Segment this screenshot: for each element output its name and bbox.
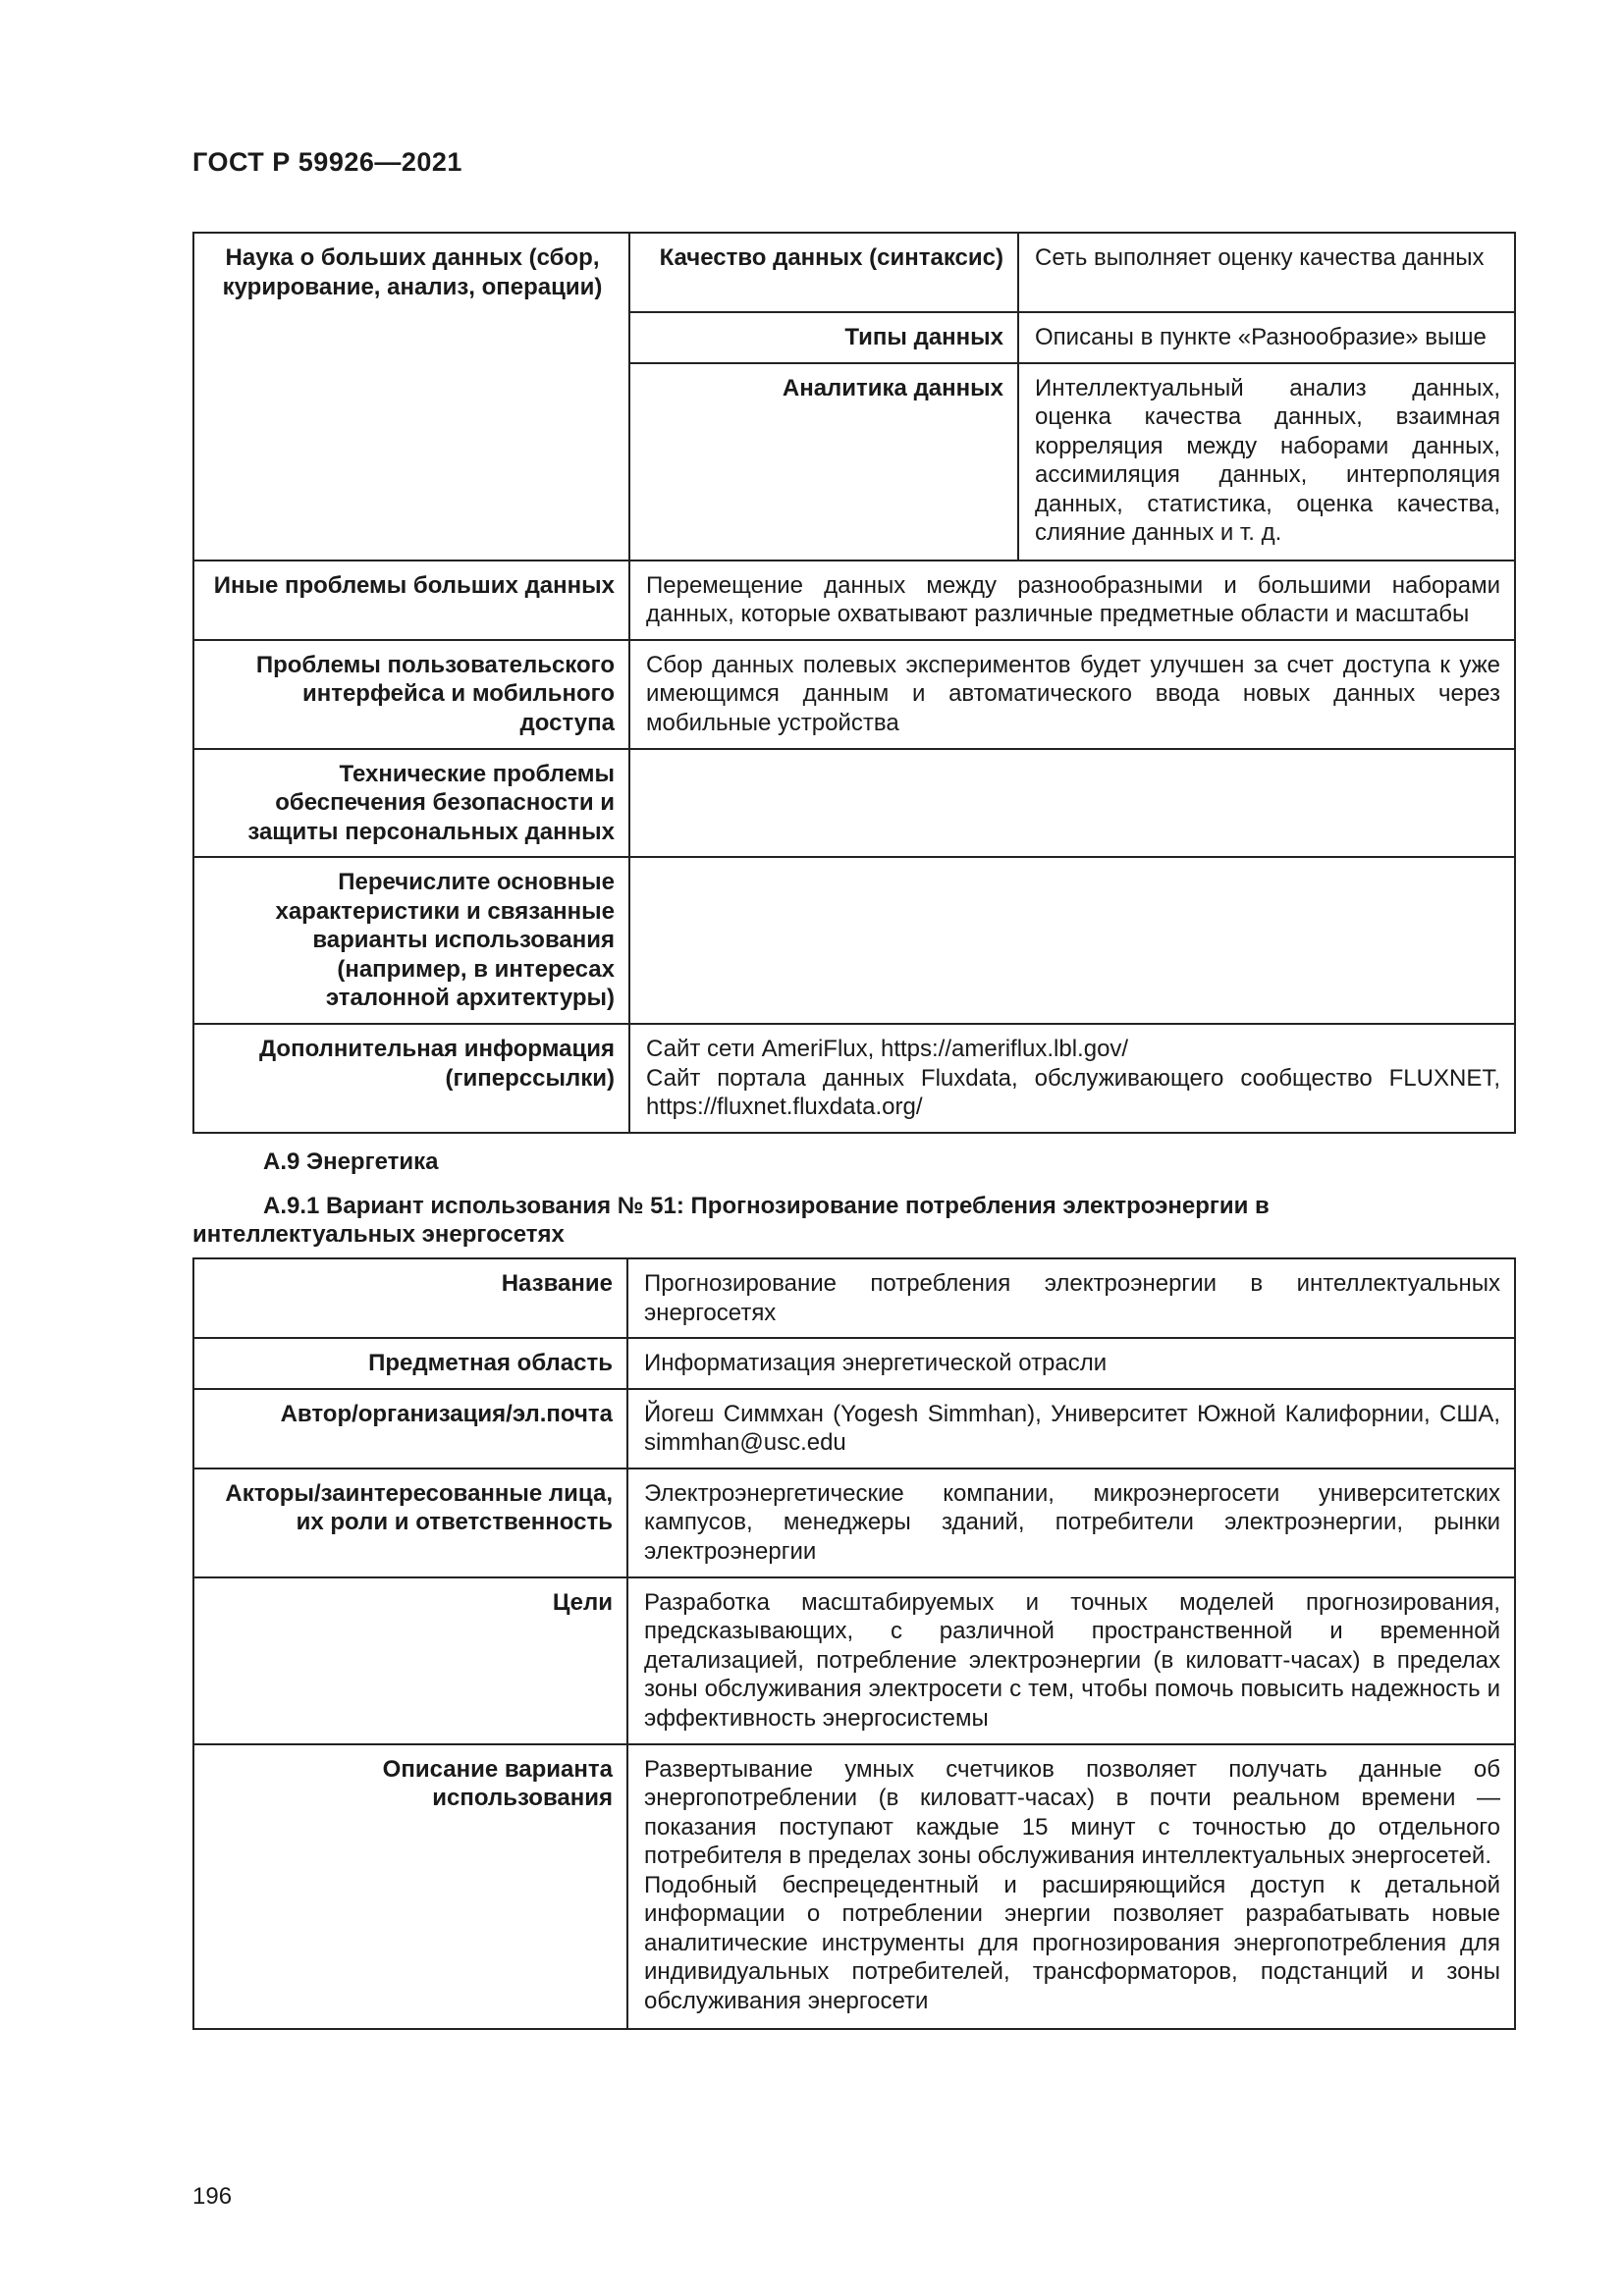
data-analytics-label: Аналитика данных [629, 363, 1018, 561]
other-big-data-problems-value: Перемещение данных между разнообразными и большими наборами данных, которые охватывают различные предметные области и масштабы [629, 561, 1515, 640]
table-row [193, 1744, 1515, 2029]
table-row [193, 1577, 1515, 1744]
page-number: 196 [192, 2183, 233, 2210]
data-types-label: Типы данных [629, 312, 1018, 363]
table-row [193, 857, 1515, 1024]
table-row [193, 1258, 1515, 1338]
author-value: Йогеш Симмхан (Yogesh Simmhan), Университет Южной Калифорнии, США, simmhan@usc.edu [627, 1389, 1515, 1468]
subsection-title: А.9.1 Вариант использования № 51: Прогнозирование потребления электроэнергии в интеллектуальных энергосетях [192, 1193, 1270, 1248]
data-types-value: Описаны в пункте «Разнообразие» выше [1018, 312, 1515, 363]
name-value: Прогнозирование потребления электроэнергии в интеллектуальных энергосетях [627, 1258, 1515, 1338]
additional-info-label: Дополнительная информация (гиперссылки) [193, 1024, 629, 1133]
description-paragraph: Подобный беспрецедентный и расширяющийся доступ к детальной информации о потреблении энергии позволяет разрабатывать новые аналитические инструменты для прогнозирования энергопотребления для индивидуальных потребителей, трансформаторов, подстанций и зоны обслуживания энергосети [644, 1871, 1500, 2014]
security-privacy-label: Технические проблемы обеспечения безопасности и защиты персональных данных [193, 749, 629, 858]
fluxdata-link[interactable]: Сайт портала данных Fluxdata, обслуживающего сообщество FLUXNET, https://fluxnet.fluxdata.org/ [646, 1064, 1500, 1120]
use-case-table-continued [192, 232, 1516, 1134]
author-label: Автор/организация/эл.почта [193, 1389, 627, 1468]
subject-area-value: Информатизация энергетической отрасли [627, 1338, 1515, 1389]
table-row [193, 640, 1515, 749]
actors-label: Акторы/заинтересованные лица, их роли и ответственность [193, 1468, 627, 1577]
key-characteristics-label: Перечислите основные характеристики и связанные варианты использования (например, в интересах эталонной архитектуры) [193, 857, 629, 1024]
table-row [193, 1468, 1515, 1577]
data-analytics-value: Интеллектуальный анализ данных, оценка качества данных, взаимная корреляция между наборами данных, ассимиляция данных, интерполяция данных, статистика, оценка качества, слияние данных и т. д. [1018, 363, 1515, 561]
key-characteristics-value [629, 857, 1515, 1024]
description-value [627, 1744, 1515, 2029]
additional-info-value [629, 1024, 1515, 1133]
table-row [193, 1338, 1515, 1389]
actors-value: Электроэнергетические компании, микроэнергосети университетских кампусов, менеджеры зданий, потребители электроэнергии, рынки электроэнергии [627, 1468, 1515, 1577]
description-paragraph: Развертывание умных счетчиков позволяет получать данные об энергопотреблении (в киловатт-часах) в почти реальном времени — показания поступают каждые 15 минут с точностью до отдельного потребителя в пределах зоны обслуживания интеллектуальных энергосетей. [644, 1755, 1500, 1869]
document-header: ГОСТ Р 59926—2021 [192, 147, 462, 177]
ameriflux-link[interactable]: Сайт сети AmeriFlux, https://ameriflux.lbl.gov/ [646, 1036, 1129, 1062]
data-quality-value: Сеть выполняет оценку качества данных [1018, 233, 1515, 312]
ui-mobile-access-value: Сбор данных полевых экспериментов будет улучшен за счет доступа к уже имеющимся данным и автоматического ввода новых данных через мобильные устройства [629, 640, 1515, 749]
data-quality-label: Качество данных (синтаксис) [629, 233, 1018, 312]
description-label: Описание варианта использования [193, 1744, 627, 2029]
table-row [193, 1024, 1515, 1133]
section-title: А.9 Энергетика [263, 1148, 439, 1175]
name-label: Название [193, 1258, 627, 1338]
use-case-51-table [192, 1257, 1516, 2030]
table-row [193, 561, 1515, 640]
goals-value: Разработка масштабируемых и точных моделей прогнозирования, предсказывающих, с различной пространственной и временной детализацией, потребление электроэнергии (в киловатт-часах) в пределах зоны обслуживания электросети с тем, чтобы помочь повысить надежность и эффективность энергосистемы [627, 1577, 1515, 1744]
table-row [193, 749, 1515, 858]
goals-label: Цели [193, 1577, 627, 1744]
ui-mobile-access-label: Проблемы пользовательского интерфейса и мобильного доступа [193, 640, 629, 749]
subject-area-label: Предметная область [193, 1338, 627, 1389]
security-privacy-value [629, 749, 1515, 858]
table-row [193, 233, 1515, 312]
big-data-science-label: Наука о больших данных (сбор, курирование, анализ, операции) [193, 233, 629, 561]
table-row [193, 1389, 1515, 1468]
other-big-data-problems-label: Иные проблемы больших данных [193, 561, 629, 640]
